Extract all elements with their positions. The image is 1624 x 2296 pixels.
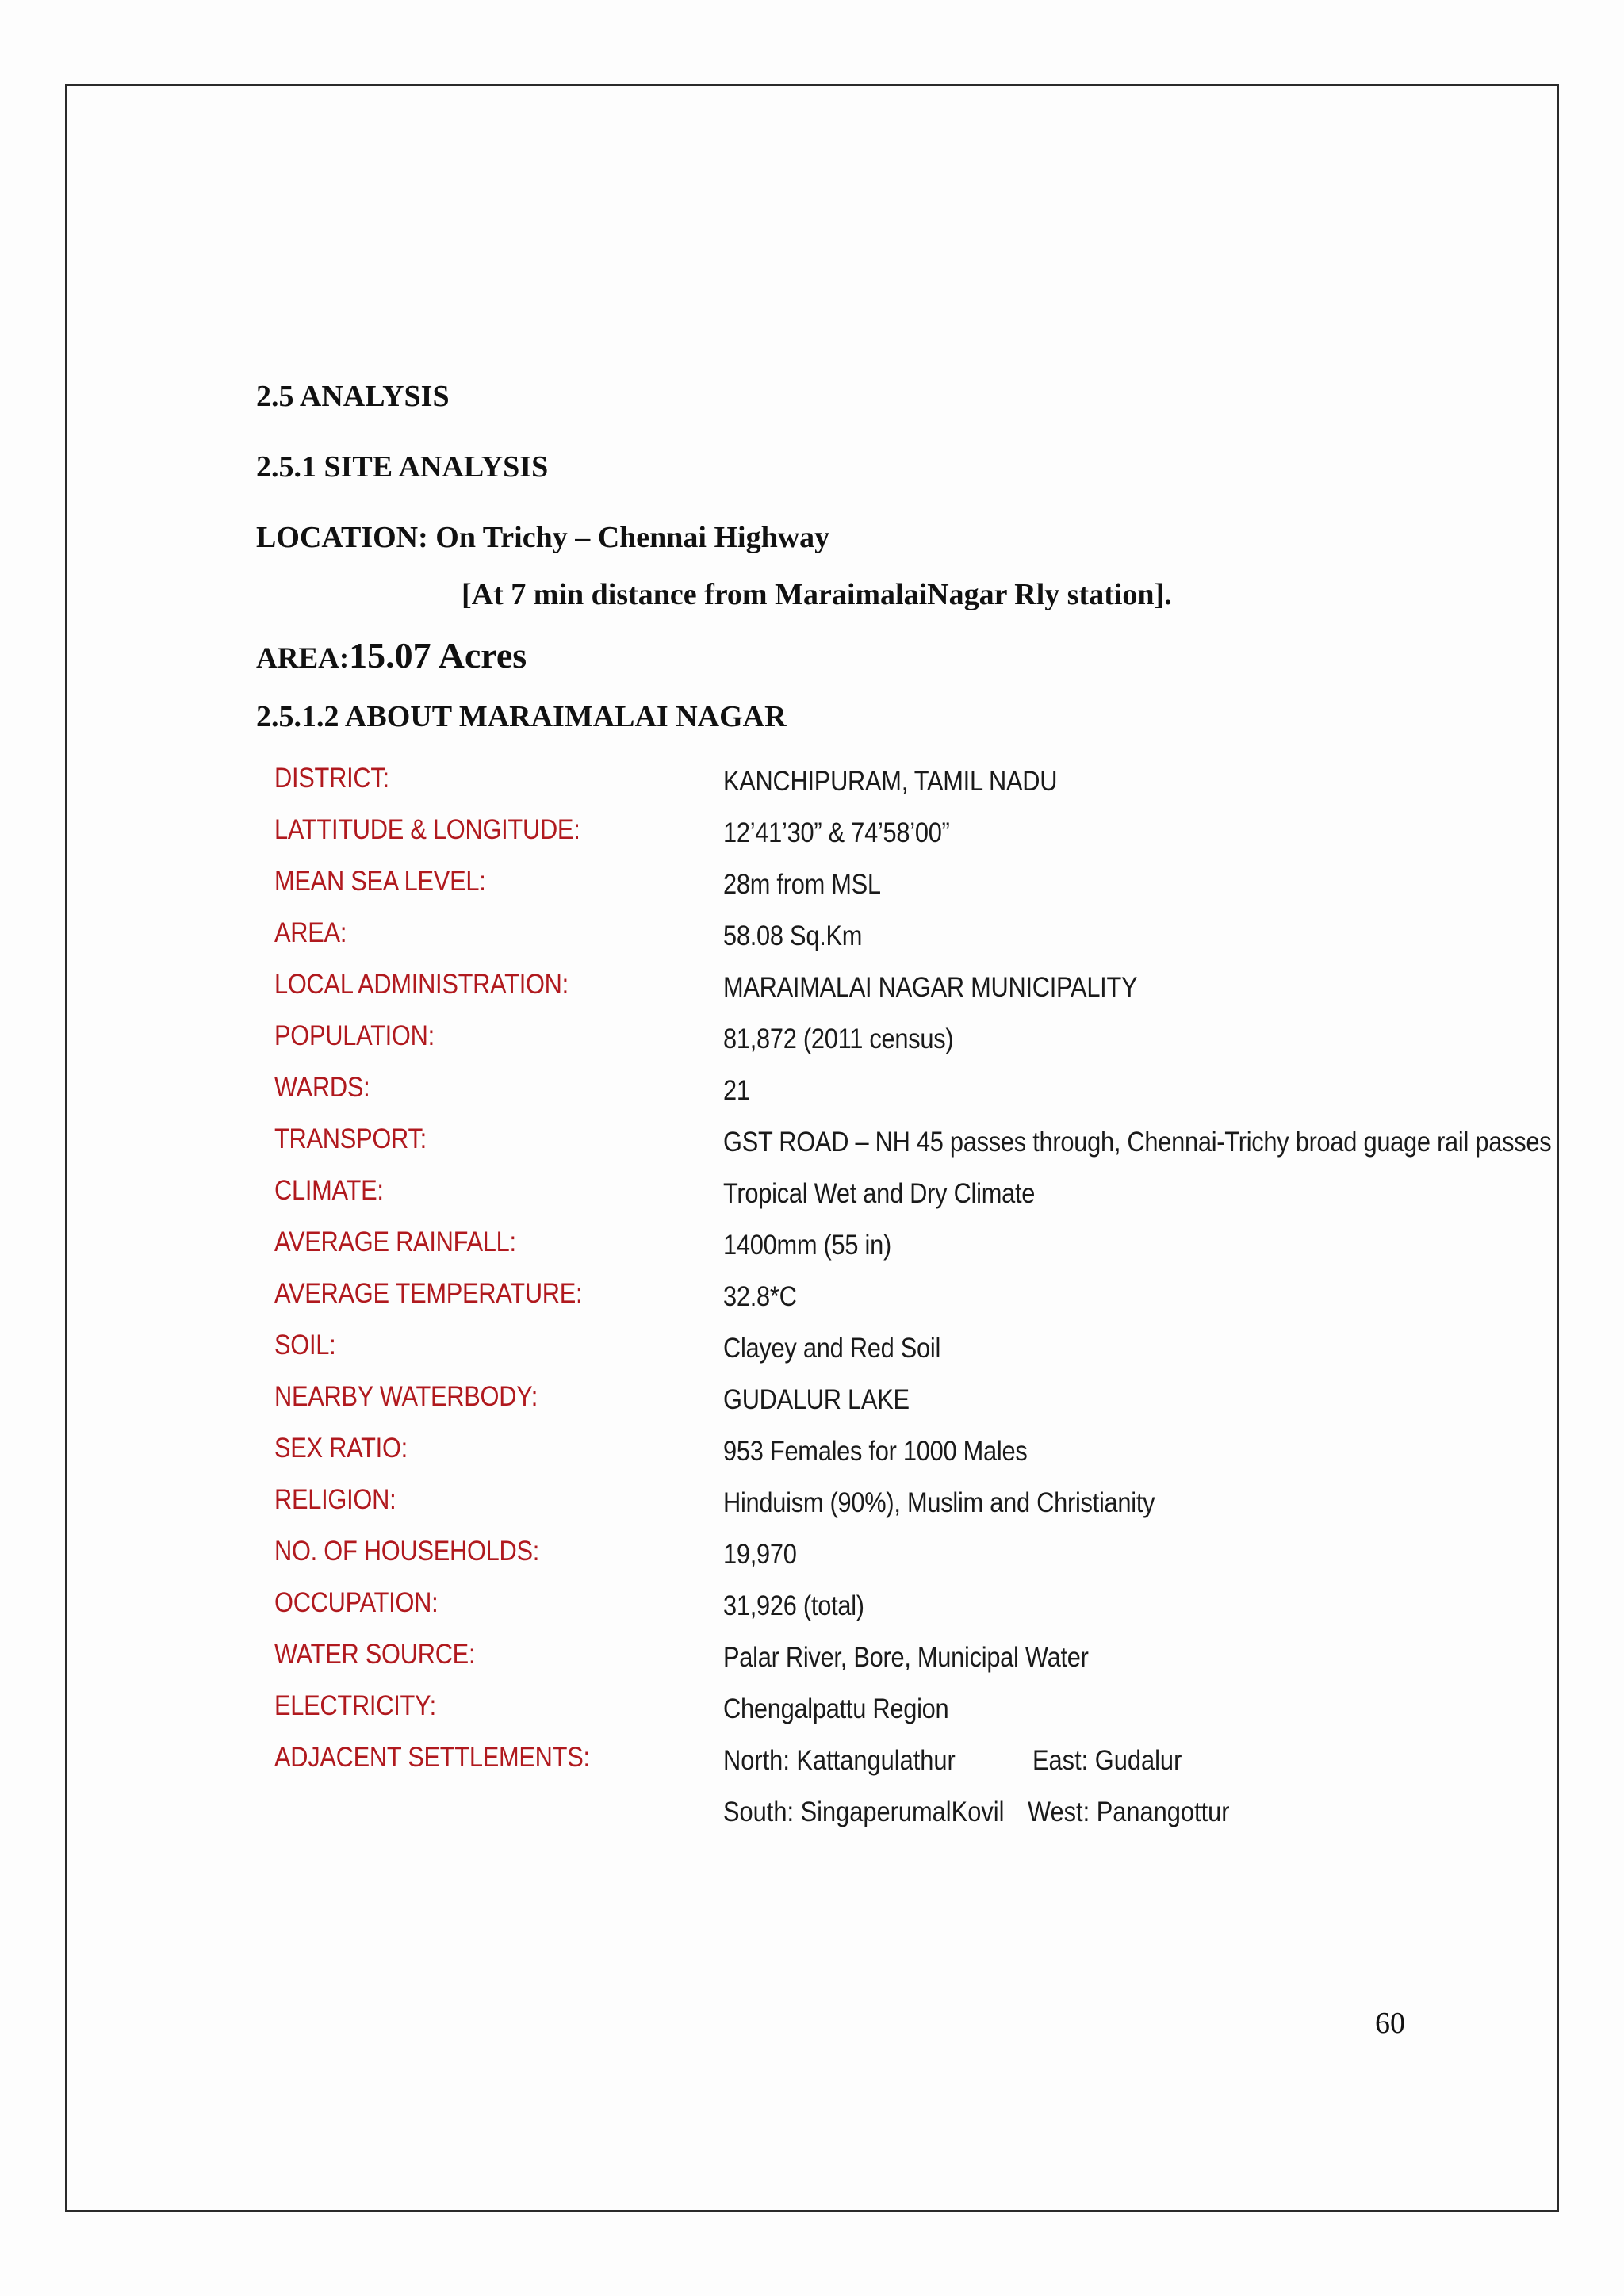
table-row bbox=[274, 917, 1575, 969]
row-label: POPULATION: bbox=[274, 1020, 435, 1051]
row-value: Clayey and Red Soil bbox=[723, 1333, 941, 1364]
row-label: SOIL: bbox=[274, 1330, 336, 1360]
table-row bbox=[274, 1278, 1575, 1330]
row-label: RELIGION: bbox=[274, 1484, 396, 1515]
row-value: 28m from MSL bbox=[723, 869, 881, 900]
table-row bbox=[274, 1381, 1575, 1433]
table-row bbox=[274, 1587, 1575, 1639]
table-row bbox=[274, 969, 1575, 1020]
row-label: ELECTRICITY: bbox=[274, 1690, 436, 1721]
row-value: 12’41’30” & 74’58’00” bbox=[723, 817, 950, 848]
table-row-adjacent-south-west bbox=[274, 1793, 1575, 1845]
row-value: MARAIMALAI NAGAR MUNICIPALITY bbox=[723, 972, 1138, 1003]
row-label: OCCUPATION: bbox=[274, 1587, 439, 1618]
location-line: LOCATION: On Trichy – Chennai Highway bbox=[256, 521, 830, 554]
facts-table bbox=[274, 763, 1575, 1845]
row-label: WATER SOURCE: bbox=[274, 1639, 476, 1670]
table-row bbox=[274, 1020, 1575, 1072]
row-value: KANCHIPURAM, TAMIL NADU bbox=[723, 766, 1058, 797]
adjacent-north: North: Kattangulathur bbox=[723, 1745, 956, 1776]
row-label: NEARBY WATERBODY: bbox=[274, 1381, 538, 1412]
table-row bbox=[274, 1433, 1575, 1484]
table-row bbox=[274, 1690, 1575, 1742]
table-row bbox=[274, 1536, 1575, 1587]
site-area-line bbox=[256, 634, 527, 676]
subsection-heading-site-analysis: 2.5.1 SITE ANALYSIS bbox=[256, 450, 549, 484]
row-label: AVERAGE RAINFALL: bbox=[274, 1226, 516, 1257]
site-area-value: 15.07 Acres bbox=[349, 635, 527, 675]
table-row-adjacent-north-east bbox=[274, 1742, 1575, 1793]
row-label: LATTITUDE & LONGITUDE: bbox=[274, 814, 580, 845]
row-value: 32.8*C bbox=[723, 1281, 797, 1312]
row-label: DISTRICT: bbox=[274, 763, 389, 794]
row-label: NO. OF HOUSEHOLDS: bbox=[274, 1536, 540, 1567]
adjacent-east: East: Gudalur bbox=[1032, 1745, 1182, 1776]
row-value: 19,970 bbox=[723, 1539, 797, 1570]
table-row bbox=[274, 1639, 1575, 1690]
row-label: WARDS: bbox=[274, 1072, 370, 1103]
adjacent-south: South: SingaperumalKovil bbox=[723, 1797, 1005, 1827]
row-value: Palar River, Bore, Municipal Water bbox=[723, 1642, 1089, 1673]
row-value: Chengalpattu Region bbox=[723, 1693, 949, 1724]
row-value: 1400mm (55 in) bbox=[723, 1230, 891, 1261]
table-row bbox=[274, 1175, 1575, 1226]
row-label: AVERAGE TEMPERATURE: bbox=[274, 1278, 583, 1309]
adjacent-west: West: Panangottur bbox=[1028, 1797, 1230, 1827]
row-label: TRANSPORT: bbox=[274, 1123, 427, 1154]
row-value: GST ROAD – NH 45 passes through, Chennai-Trichy broad guage rail passes bbox=[723, 1127, 1552, 1158]
table-row bbox=[274, 763, 1575, 814]
subsection-heading-about: 2.5.1.2 ABOUT MARAIMALAI NAGAR bbox=[256, 700, 787, 733]
table-row bbox=[274, 1330, 1575, 1381]
table-row bbox=[274, 1123, 1575, 1175]
row-value: 21 bbox=[723, 1075, 750, 1106]
row-value: GUDALUR LAKE bbox=[723, 1384, 910, 1415]
row-label: SEX RATIO: bbox=[274, 1433, 408, 1464]
table-row bbox=[274, 866, 1575, 917]
site-area-label: AREA: bbox=[256, 642, 350, 675]
row-value: 58.08 Sq.Km bbox=[723, 920, 863, 951]
location-note: [At 7 min distance from MaraimalaiNagar Rly station]. bbox=[462, 578, 1172, 611]
row-value: Hinduism (90%), Muslim and Christianity bbox=[723, 1487, 1155, 1518]
row-value: Tropical Wet and Dry Climate bbox=[723, 1178, 1036, 1209]
table-row bbox=[274, 1072, 1575, 1123]
row-value: 81,872 (2011 census) bbox=[723, 1024, 954, 1054]
section-heading-analysis: 2.5 ANALYSIS bbox=[256, 380, 450, 413]
row-label: MEAN SEA LEVEL: bbox=[274, 866, 486, 897]
adjacent-settlements-label: ADJACENT SETTLEMENTS: bbox=[274, 1742, 590, 1773]
row-label: AREA: bbox=[274, 917, 347, 948]
table-row bbox=[274, 1484, 1575, 1536]
row-label: CLIMATE: bbox=[274, 1175, 384, 1206]
page-number: 60 bbox=[1375, 2007, 1405, 2040]
table-row bbox=[274, 814, 1575, 866]
table-row bbox=[274, 1226, 1575, 1278]
row-value: 31,926 (total) bbox=[723, 1590, 864, 1621]
row-value: 953 Females for 1000 Males bbox=[723, 1436, 1028, 1467]
row-label: LOCAL ADMINISTRATION: bbox=[274, 969, 569, 1000]
